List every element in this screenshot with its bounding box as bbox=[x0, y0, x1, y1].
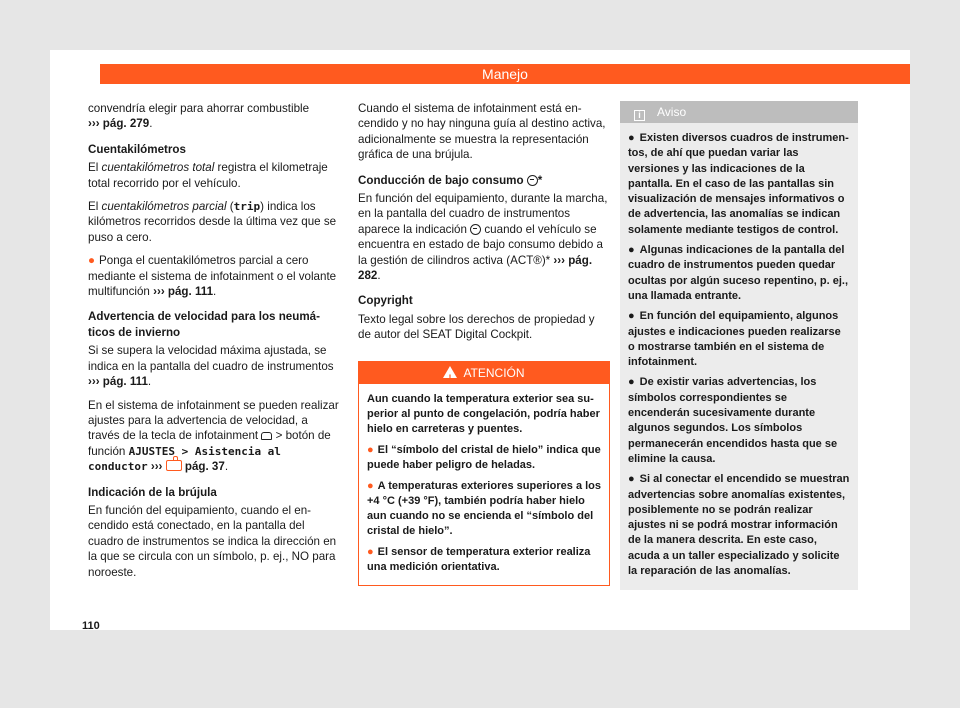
warning-item bbox=[367, 545, 601, 575]
parcial-text: indica los kilómetros recorridos desde la última vez que se puso a cero. bbox=[88, 200, 337, 244]
paragraph-brujula: En función del equipamiento, cuando el encendido está conectado, en la pantalla del cuadro de instrumentos se indica la dirección en la que se circula con un símbolo, p. ej., NO para noroeste. bbox=[88, 503, 337, 579]
note-item-text: Existen diversos cuadros de instrumentos, de ahí que puedan variar las versiones y las indicaciones de la pantalla. En el caso de las pantallas sin visualización de mensajes informativos o de advertencia, las anomalías se indican solamente mediante testigos de control. bbox=[628, 132, 849, 236]
manual-page bbox=[50, 50, 910, 630]
bullet-icon: ● bbox=[628, 132, 635, 144]
menu-path-code: AJUSTES > Asistencia al conductor bbox=[88, 444, 281, 474]
book-icon bbox=[166, 460, 182, 471]
paragraph-consumo: En función del equipamiento, durante la marcha, en la pantalla del cuadro de instrumentos aparece la indicación cuando el vehículo se encuentra en estado de bajo consumo debido a la gestión de cilindros activa (ACT®)* ››› pág. 282. bbox=[358, 192, 608, 283]
bullet-icon: ● bbox=[628, 376, 635, 389]
warning-header bbox=[359, 362, 609, 384]
paragraph-parcial: El cuentakilómetros parcial (trip) indica los kilómetros recorridos desde la última vez que se puso a cero. bbox=[88, 200, 337, 244]
bullet-icon: ● bbox=[628, 310, 635, 323]
warning-body bbox=[359, 384, 609, 585]
heading-consumo-text: Conducción de bajo consumo bbox=[358, 173, 524, 187]
warning-intro: Aun cuando la temperatura exterior sea superior al punto de congelación, podría haber hielo en carreteras y puentes. bbox=[367, 392, 600, 435]
page-ref-link[interactable]: pág. 37 bbox=[181, 460, 225, 474]
note-item bbox=[628, 243, 850, 304]
eco-icon bbox=[470, 224, 481, 235]
bullet-paragraph: ● Ponga el cuentakilómetros parcial a cero mediante el sistema de infotainment o el volante multifunción ››› pág. 111. bbox=[88, 254, 337, 299]
paragraph-velocidad-2: En el sistema de infotainment se pueden realizar ajustes para la advertencia de velocidad, a través de la tecla de infotainment > botón de función AJUSTES > Asistencia al conductor ››› pág. 37. bbox=[88, 398, 339, 474]
term-total: cuentakilómetros total bbox=[101, 161, 215, 175]
warning-item-text: A temperaturas exteriores superiores a los +4 °C (+39 °F), también podría haber hielo aun cuando no se encienda el “símbolo del cristal de hielo”. bbox=[367, 479, 602, 537]
paragraph-total: El cuentakilómetros total registra el kilometraje total recorrido por el vehículo. bbox=[88, 161, 328, 190]
note-body bbox=[620, 123, 858, 590]
bullet-icon: ● bbox=[88, 254, 96, 268]
warning-triangle-icon bbox=[443, 366, 457, 378]
heading-consumo: Conducción de bajo consumo * bbox=[358, 173, 543, 187]
note-item bbox=[628, 375, 850, 467]
trip-code: trip bbox=[233, 200, 261, 214]
ref-arrows: ››› bbox=[147, 460, 163, 474]
page-number: 110 bbox=[82, 620, 100, 632]
paragraph-brujula-grafica: Cuando el sistema de infotainment está encendido y no hay ninguna guía al destino activa, adicionalmente se muestra la representación gráfica de una brújula. bbox=[358, 102, 606, 162]
page-ref-link[interactable]: ››› pág. 282 bbox=[358, 253, 593, 283]
section-header bbox=[100, 64, 910, 84]
term-parcial: cuentakilómetros parcial bbox=[101, 200, 227, 214]
note-header bbox=[620, 101, 858, 123]
page-ref-link[interactable]: ››› pág. 111 bbox=[88, 375, 148, 389]
info-icon: i bbox=[634, 110, 645, 121]
note-item-text: Algunas indicaciones de la pantalla del cuadro de instrumentos pueden quedar ocultas por algún suceso repentino, p. ej., una llamada entrante. bbox=[628, 244, 849, 302]
warning-item-text: El sensor de temperatura exterior realiza una medición orientativa. bbox=[367, 545, 591, 573]
paragraph-copyright: Texto legal sobre los derechos de propiedad y de autor del SEAT Digital Cockpit. bbox=[358, 312, 595, 342]
bullet-icon: ● bbox=[628, 244, 635, 257]
note-item bbox=[628, 472, 850, 579]
column-middle bbox=[358, 101, 610, 586]
section-title: Manejo bbox=[482, 66, 528, 82]
note-item bbox=[628, 309, 850, 370]
consumo-text-2: cuando el vehículo se encuentra en estado de bajo consumo debido a la gestión de cilindros activa (ACT®)* bbox=[358, 222, 603, 267]
note-item-text: En función del equipamiento, algunos ajustes e indicaciones pueden realizarse o mostrarse también en el sistema de infotainment. bbox=[628, 310, 841, 369]
note-box bbox=[620, 101, 858, 590]
intro-paragraph: convendría elegir para ahorrar combustible ››› pág. 279. bbox=[88, 102, 310, 131]
page-ref-link[interactable]: ››› pág. 279 bbox=[88, 117, 150, 131]
page-ref-link[interactable]: ››› pág. 111 bbox=[153, 285, 214, 299]
eco-icon bbox=[527, 175, 538, 186]
warning-item-text: El “símbolo del cristal de hielo” indica que puede haber peligro de heladas. bbox=[367, 443, 601, 471]
note-item-text: De existir varias advertencias, los símbolos correspondientes se encenderán sucesivamente durante algunos segundos. Los símbolos permanecerán encendidos hasta que se elimine la causa. bbox=[628, 376, 838, 465]
heading-cuentakilometros: Cuentakilómetros bbox=[88, 142, 186, 156]
vel-text-2b: > botón de función bbox=[88, 429, 331, 458]
bullet-icon: ● bbox=[367, 545, 374, 558]
note-item bbox=[628, 131, 850, 238]
bullet-text: Ponga el cuentakilómetros parcial a cero mediante el sistema de infotainment o el volante multifunción bbox=[88, 254, 337, 299]
consumo-text-1: En función del equipamiento, durante la marcha, en la pantalla del cuadro de instrumentos aparece la indicación bbox=[358, 192, 608, 236]
bullet-icon: ● bbox=[367, 443, 374, 456]
paragraph-velocidad-1: Si se supera la velocidad máxima ajustada, se indica en la pantalla del cuadro de instrumentos ››› pág. 111. bbox=[88, 344, 334, 389]
heading-brujula: Indicación de la brújula bbox=[88, 485, 217, 499]
total-text: registra el kilometraje total recorrido por el vehículo. bbox=[88, 161, 328, 190]
column-left bbox=[88, 101, 340, 588]
bullet-icon: ● bbox=[367, 479, 374, 492]
heading-copyright: Copyright bbox=[358, 294, 413, 308]
vel-text-1: Si se supera la velocidad máxima ajustada, se indica en la pantalla del cuadro de instrumentos bbox=[88, 344, 334, 373]
heading-velocidad: Advertencia de velocidad para los neumáticos de invierno bbox=[88, 310, 320, 339]
car-icon bbox=[261, 432, 272, 440]
column-right bbox=[620, 101, 858, 590]
warning-item bbox=[367, 443, 601, 473]
intro-text: convendría elegir para ahorrar combustible bbox=[88, 102, 310, 115]
warning-title: ATENCIÓN bbox=[463, 365, 525, 380]
note-title: Aviso bbox=[657, 105, 687, 119]
note-item-text: Si al conectar el encendido se muestran advertencias sobre anomalías existentes, posiblemente no se podrán realizar ajustes ni se podrá mostrar información de la manera descrita. En este caso, acuda a un taller especializado y solicite la reparación de las anomalías. bbox=[628, 473, 850, 578]
bullet-icon: ● bbox=[628, 473, 635, 486]
warning-item bbox=[367, 479, 601, 539]
vel-text-2: En el sistema de infotainment se pueden realizar ajustes para la advertencia de velocidad, a través de la tecla de infotainment bbox=[88, 398, 339, 443]
warning-box bbox=[358, 361, 610, 586]
